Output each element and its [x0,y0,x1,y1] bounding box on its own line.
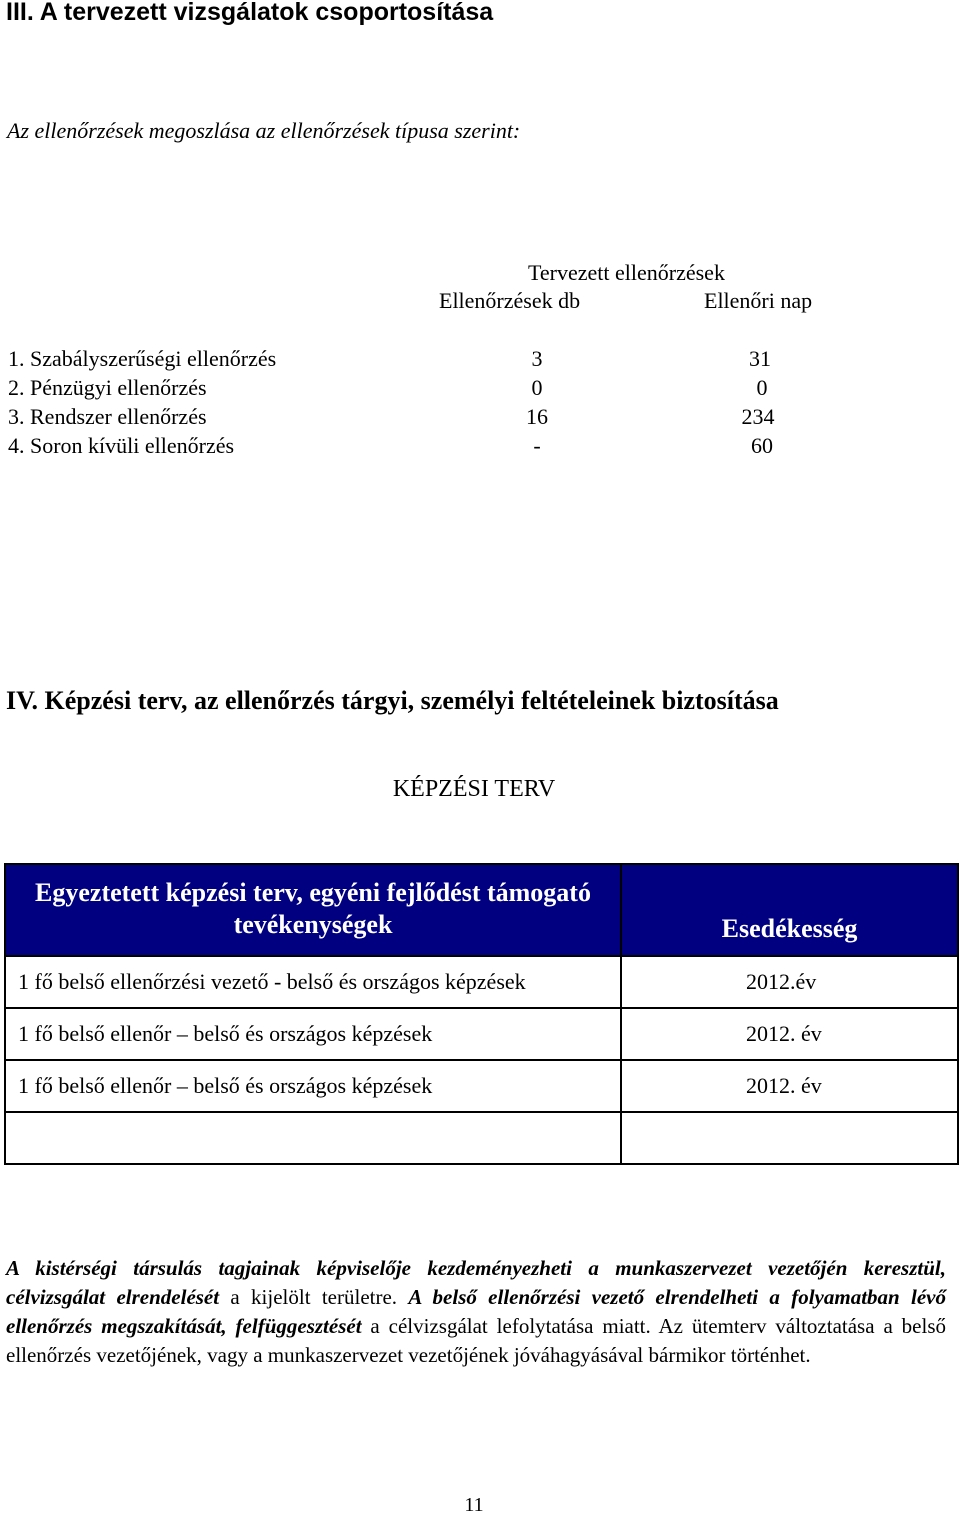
table-row [5,1060,958,1112]
audit-days: 0 [756,375,768,400]
section-3-title: III. A tervezett vizsgálatok csoportosítása [6,0,494,26]
table-row [5,1112,958,1164]
header-due-date: Esedékesség [621,864,958,956]
table-row [5,956,958,1008]
training-plan-table [4,863,959,1165]
paragraph-emphasis: A kistérségi társulás tagjainak képviselője kezdeményezheti a munkaszervezet vezetőjén keresztül, célvizsgálat elrendelését [6,1256,946,1309]
due-cell [621,1112,958,1164]
activity-cell: 1 fő belső ellenőrzési vezető - belső és országos képzések [5,956,621,1008]
table-row [5,1008,958,1060]
activity-cell: 1 fő belső ellenőr – belső és országos képzések [5,1008,621,1060]
audit-days: 31 [749,346,771,371]
audit-count: 16 [526,404,548,429]
column-header-count: Ellenőrzések db [439,288,581,313]
due-cell: 2012. év [621,1060,958,1112]
paragraph-text: a célvizsgálat lefolytatása miatt. Az ütemterv változtatása a belső ellenőrzés vezetőjének, vagy a munkaszervezet vezetőjének jóváhagyásával bármikor történhet. [6,1314,946,1367]
planned-audits-header: Tervezett ellenőrzések [528,260,725,285]
audit-type-label: 3. Rendszer ellenőrzés [8,404,207,429]
audit-count: 3 [531,346,543,371]
distribution-subtitle: Az ellenőrzések megoszlása az ellenőrzések típusa szerint: [7,118,521,143]
due-cell: 2012.év [621,956,958,1008]
page-number: 11 [464,1494,484,1516]
header-activities: Egyeztetett képzési terv, egyéni fejlődést támogató tevékenységek [5,864,621,956]
paragraph-text: a kijelölt területre. [219,1285,409,1309]
table-header-row [5,864,958,956]
column-header-days: Ellenőri nap [704,288,813,313]
training-plan-title: KÉPZÉSI TERV [392,776,556,802]
audit-type-label: 1. Szabályszerűségi ellenőrzés [8,346,277,371]
audit-count: 0 [531,375,543,400]
activity-cell [5,1112,621,1164]
activity-cell: 1 fő belső ellenőr – belső és országos képzések [5,1060,621,1112]
due-cell: 2012. év [621,1008,958,1060]
paragraph-emphasis: A belső ellenőrzési vezető elrendelheti a folyamatban lévő ellenőrzés megszakítását, felfüggesztését [6,1285,946,1338]
closing-paragraph [6,1254,946,1370]
audit-count: - [533,433,541,458]
audit-type-label: 2. Pénzügyi ellenőrzés [8,375,207,400]
audit-days: 234 [741,404,775,429]
audit-days: 60 [751,433,773,458]
audit-type-label: 4. Soron kívüli ellenőrzés [8,433,235,458]
section-4-title: IV. Képzési terv, az ellenőrzés tárgyi, személyi feltételeinek biztosítása [6,686,779,715]
